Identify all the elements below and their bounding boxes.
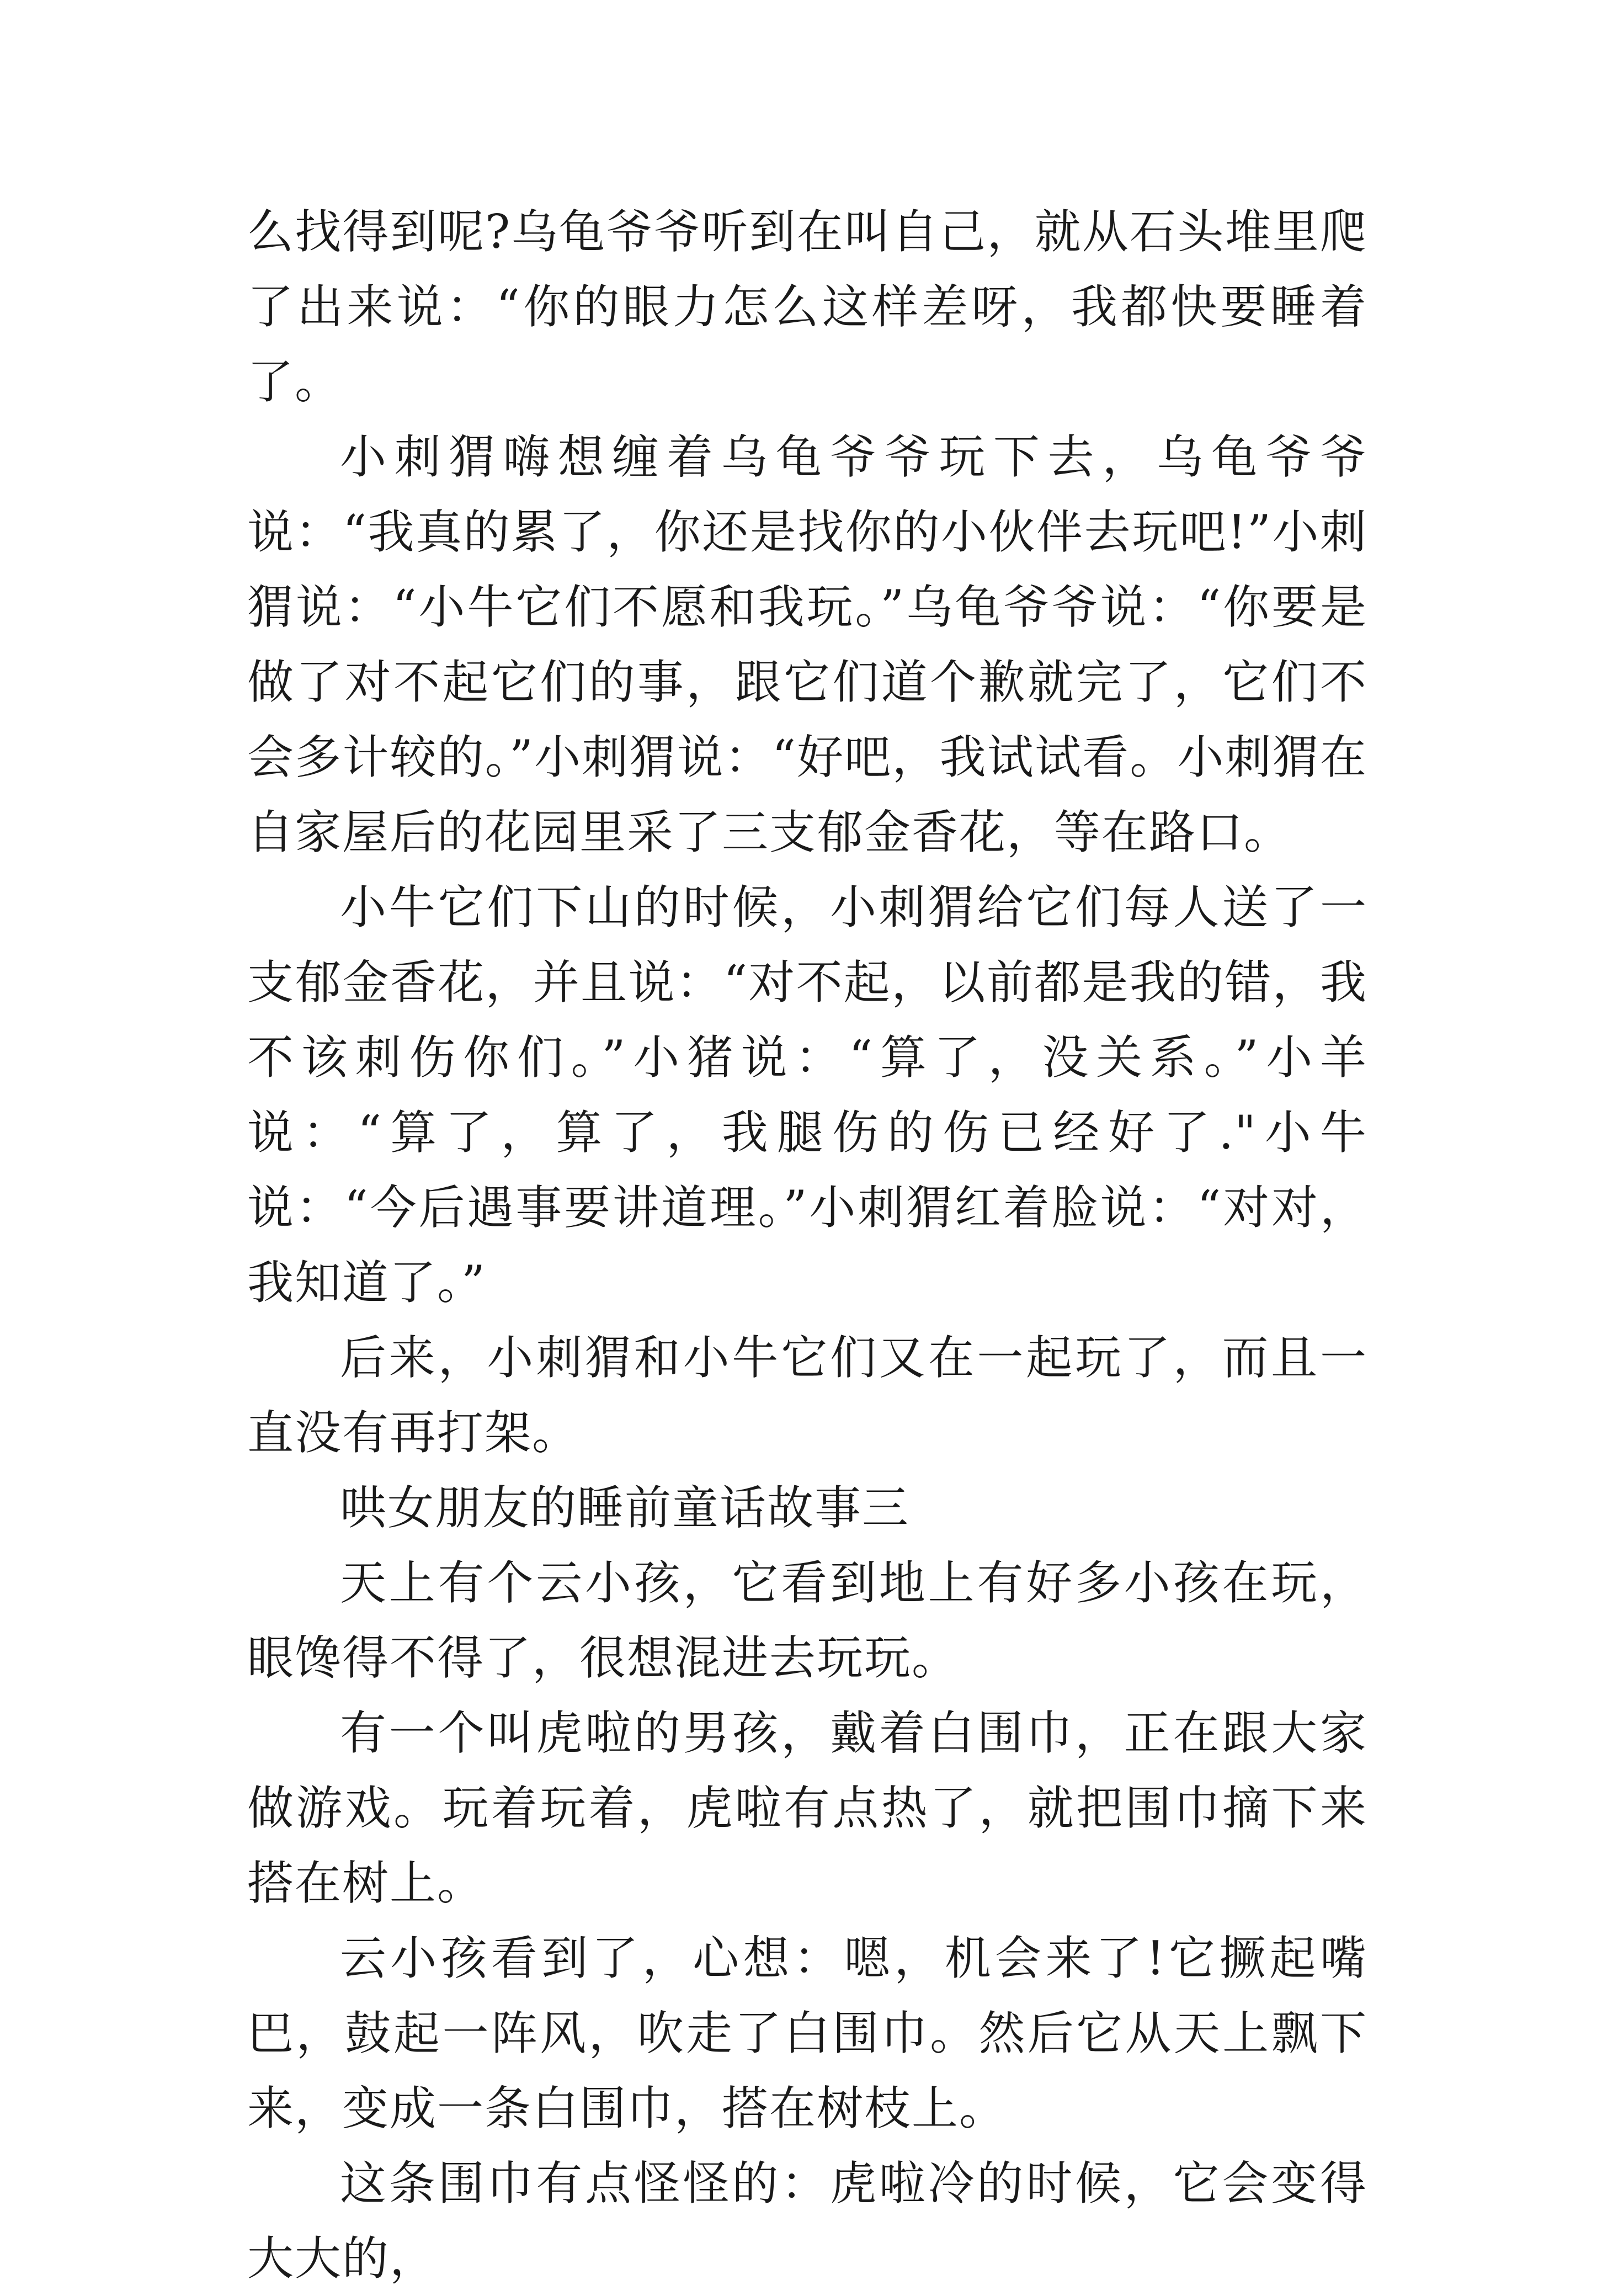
paragraph-7: 云小孩看到了，心想：嗯，机会来了!它撅起嘴巴，鼓起一阵风，吹走了白围巾。然后它从天上飘下来，变成一条白围巾，搭在树枝上。 xyxy=(247,1931,1367,2135)
paragraph-5: 天上有个云小孩，它看到地上有好多小孩在玩，眼馋得不得了，很想混进去玩玩。 xyxy=(247,1556,1367,1685)
section-heading: 哄女朋友的睡前童话故事三 xyxy=(340,1481,910,1535)
paragraph-4: 后来，小刺猬和小牛它们又在一起玩了，而且一直没有再打架。 xyxy=(247,1331,1367,1460)
paragraph-2: 小刺猬嗨想缠着乌龟爷爷玩下去，乌龟爷爷说：“我真的累了，你还是找你的小伙伴去玩吧!”小刺猬说：“小牛它们不愿和我玩。”乌龟爷爷说：“你要是做了对不起它们的事，跟它们道个歉就完了，它们不会多计较的。”小刺猬说：“好吧，我试试看。小刺猬在自家屋后的花园里采了三支郁金香花，等在路口。 xyxy=(247,430,1367,859)
paragraph-8: 这条围巾有点怪怪的：虎啦冷的时候，它会变得大大的， xyxy=(247,2156,1367,2286)
paragraph-6: 有一个叫虎啦的男孩，戴着白围巾，正在跟大家做游戏。玩着玩着，虎啦有点热了，就把围巾摘下来搭在树上。 xyxy=(247,1706,1367,1910)
paragraph-3: 小牛它们下山的时候，小刺猬给它们每人送了一支郁金香花，并且说：“对不起，以前都是我的错，我不该刺伤你们。”小猪说：“算了，没关系。”小羊说：“算了，算了，我腿伤的伤已经好了."小牛说：“今后遇事要讲道理。”小刺猬红着脸说：“对对，我知道了。” xyxy=(247,880,1367,1310)
document-body xyxy=(247,194,1367,2296)
paragraph-1: 么找得到呢?乌龟爷爷听到在叫自己，就从石头堆里爬了出来说：“你的眼力怎么这样差呀，我都快要睡着了。 xyxy=(247,205,1367,409)
